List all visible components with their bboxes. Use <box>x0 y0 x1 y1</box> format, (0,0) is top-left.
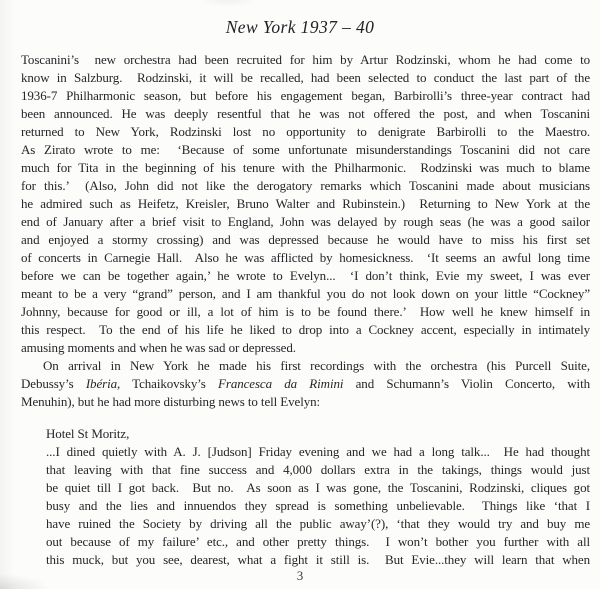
text-line: Menuhin), but he had more disturbing news to tell Evelyn: <box>21 394 321 409</box>
text-line: of concerts in Carnegie Hall. Also he was afflicted by homesickness. ‘It seems an awful long time <box>21 250 590 265</box>
text-line: Toscanini’s new orchestra had been recruited for him by Artur Rodzinski, whom he had come to <box>21 52 590 67</box>
text-line: this respect. To the end of his life he liked to drop into a Cockney accent, especially in intimately <box>21 322 590 337</box>
text-line: that leaving with that fine success and 4,000 dollars extra in the takings, things would just <box>46 462 590 477</box>
text-line: returned to New York, Rodzinski lost no opportunity to denigrate Barbirolli to the Maestro. <box>21 124 590 139</box>
text-line: and enjoyed a stormy crossing) and was depressed because he would have to miss his first set <box>21 232 590 247</box>
text-line: be quiet till I got back. But no. As soon as I was gone, the Toscanini, Rodzinski, cliques got <box>46 480 590 495</box>
text-line: before we can be together again,’ he wrote to Evelyn... ‘I don’t think, Evie my sweet, I was ever <box>21 268 590 283</box>
letter-lines <box>46 443 590 569</box>
body-text <box>21 51 590 411</box>
text-line: On arrival in New York he made his first recordings with the orchestra (his Purcell Suite, <box>43 358 590 373</box>
letter-block <box>46 425 590 569</box>
text-line: busy and the lies and innuendos they spread is something unbelievable. Things like ‘that I <box>46 498 590 513</box>
text-line: out because of my failure’ etc., and other pretty things. I won’t bother you further with all <box>46 534 590 549</box>
text-line: been announced. He was deeply resentful that he was not offered the post, and when Toscanini <box>21 106 590 121</box>
text-line: much for Tita in the beginning of his tenure with the Philharmonic. Rodzinski was much to blame <box>21 160 590 175</box>
text-line: for this.’ (Also, John did not like the derogatory remarks which Toscanini made about musicians <box>21 178 590 193</box>
text-line: Debussy’s Ibéria, Tchaikovsky’s Francesca da Rimini and Schumann’s Violin Concerto, with <box>21 376 590 391</box>
paragraph <box>21 357 590 411</box>
letter-heading: Hotel St Moritz, <box>46 426 130 441</box>
text-line: he admired such as Heifetz, Kreisler, Bruno Walter and Rubinstein.) Returning to New York at the <box>21 196 590 211</box>
paragraph <box>21 51 590 357</box>
text-line: ...I dined quietly with A. J. [Judson] Friday evening and we had a long talk... He had thought <box>46 444 590 459</box>
text-line: end of January after a brief visit to England, John was delayed by rough seas (he was a good sailor <box>21 214 590 229</box>
text-line: meant to be a very “grand” person, and I am thankful you do not look down on your little “Cockney” <box>21 286 590 301</box>
page-number: 3 <box>296 568 304 583</box>
text-line: know in Salzburg. Rodzinski, it will be recalled, had been selected to conduct the last part of the <box>21 70 590 85</box>
text-line: 1936-7 Philharmonic season, but before his engagement began, Barbirolli’s three-year contract had <box>21 88 590 103</box>
text-line: Johnny, because for good or ill, a lot of him is to be found there.’ How well he knew himself in <box>21 304 590 319</box>
text-line: amusing moments and when he was sad or depressed. <box>21 340 296 355</box>
text-line: As Zirato wrote to me: ‘Because of some unfortunate misunderstandings Toscanini did not care <box>21 142 590 157</box>
text-line: have ruined the Society by driving all the public away’(?), ‘that they would try and buy me <box>46 516 590 531</box>
chapter-title: New York 1937 – 40 <box>225 17 375 37</box>
text-line: this muck, but you see, dearest, what a fight it still is. But Evie...they will learn that when <box>46 552 590 567</box>
